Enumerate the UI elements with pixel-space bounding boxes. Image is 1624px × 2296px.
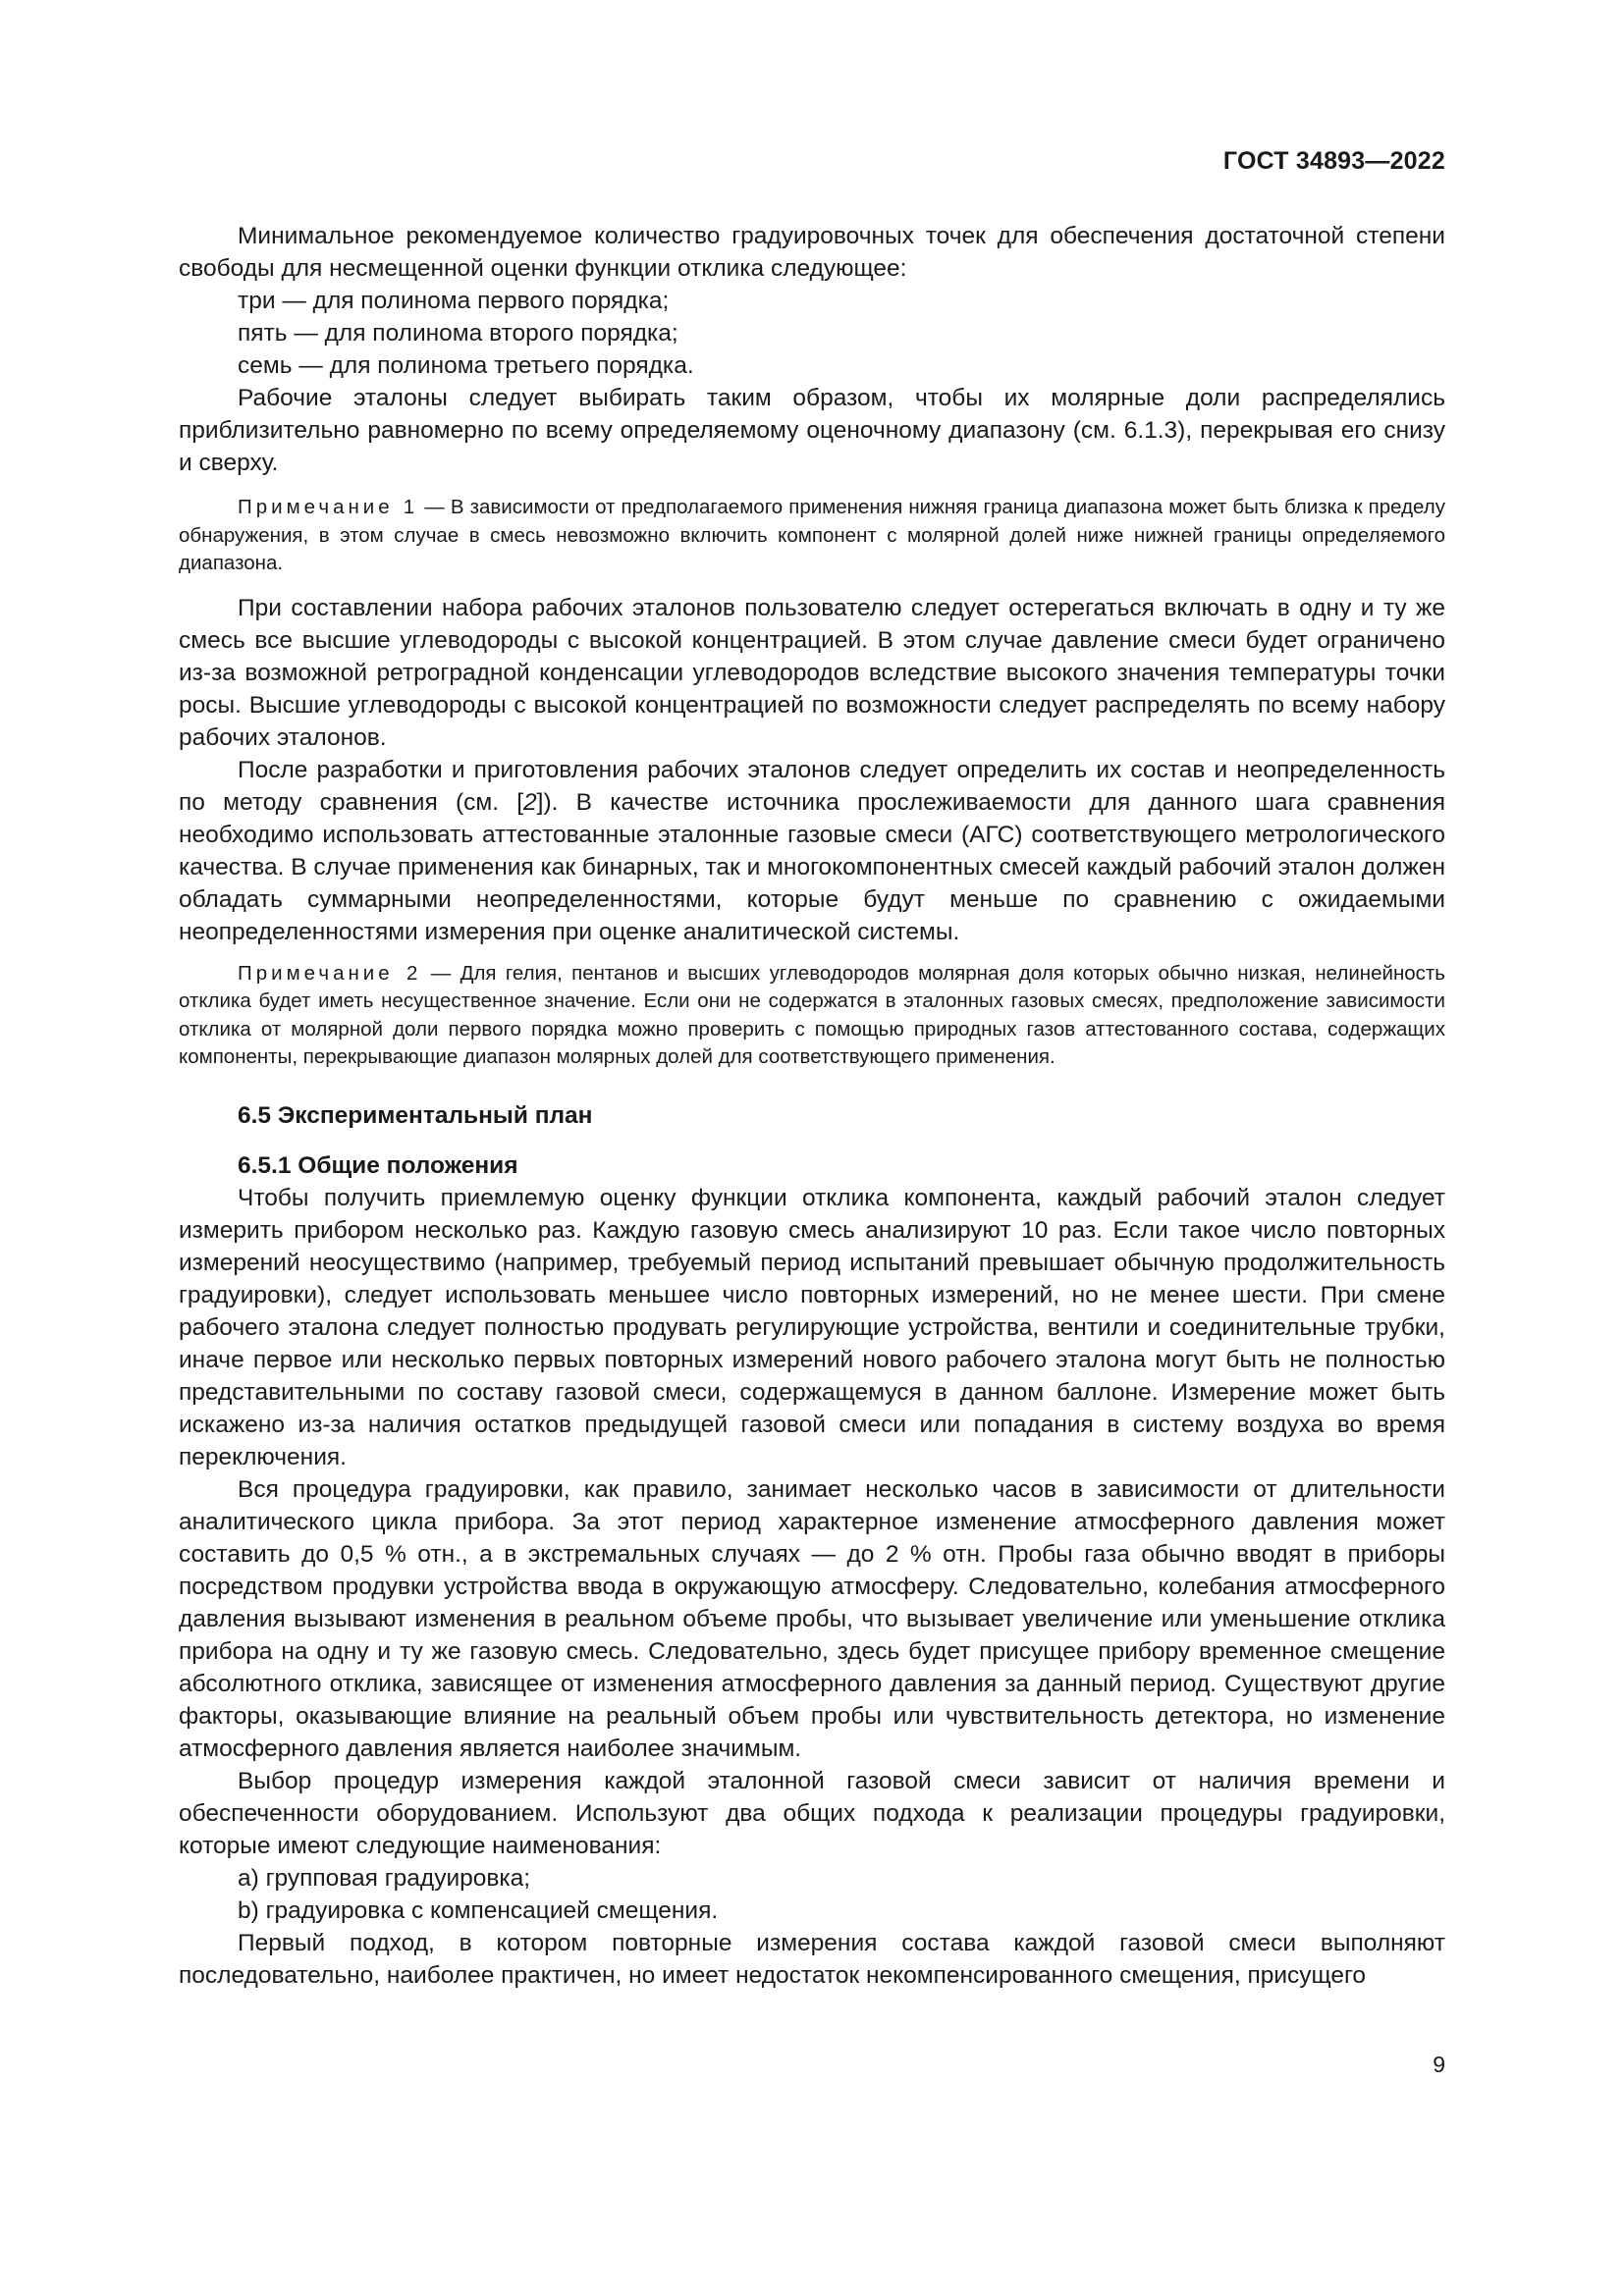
note-1-label: Примечание 1 xyxy=(238,496,419,518)
section-heading: 6.5 Экспериментальный план xyxy=(238,1101,593,1129)
note-2 xyxy=(179,960,1445,1072)
subsection-heading: 6.5.1 Общие положения xyxy=(238,1151,518,1179)
reference-link[interactable]: 2 xyxy=(523,788,537,816)
set-composition-paragraph: При составлении набора рабочих эталонов пользователю следует остерегаться включать в одну и ту же смесь все высшие углеводороды с высокой концентрацией. В этом случае давление смеси будет ограничено из-за возможной ретроградной конденсации углеводородов вследствие высокого значения температуры точки росы. Высшие углеводороды с высокой концентрацией по возможности следует распределять по всему набору рабочих эталонов. xyxy=(179,594,1445,751)
document-body xyxy=(179,220,1445,1992)
body-paragraph: Вся процедура градуировки, как правило, занимает несколько часов в зависимости от длительности аналитического цикла прибора. За этот период характерное изменение атмосферного давления может составить до 0,5 % отн., а в экстремальных случаях — до 2 % отн. Пробы газа обычно вводят в приборы посредством продувки устройства ввода в окружающую атмосферу. Следовательно, колебания атмосферного давления вызывают изменения в реальном объеме пробы, что вызывает увеличение или уменьшение отклика прибора на одну и ту же газовую смесь. Следовательно, здесь будет присущее прибору временное смещение абсолютного отклика, зависящее от изменения атмосферного давления за данный период. Существуют другие факторы, оказывающие влияние на реальный объем пробы или чувствительность детектора, но изменение атмосферного давления является наиболее значимым. xyxy=(179,1475,1445,1762)
uncertainty-paragraph: После разработки и приготовления рабочих эталонов следует определить их состав и неопределенность по методу сравнения (см. [2]). В качестве источника прослеживаемости для данного шага сравнения необходимо использовать аттестованные эталонные газовые смеси (АГС) соответствующего метрологического качества. В случае применения как бинарных, так и многокомпонентных смесей каждый рабочий эталон должен обладать суммарными неопределенностями, которые будут меньше по сравнению с ожидаемыми неопределенностями измерения при оценке аналитической системы. xyxy=(179,756,1445,945)
note-1 xyxy=(179,494,1445,578)
list-item: три — для полинома первого порядка; xyxy=(238,288,670,314)
list-item: b) градуировка с компенсацией смещения. xyxy=(238,1896,719,1924)
page-number: 9 xyxy=(1433,2052,1445,2077)
last-paragraph: Первый подход, в котором повторные измерения состава каждой газовой смеси выполняют последовательно, наиболее практичен, но имеет недостаток некомпенсированного смещения, присущего xyxy=(179,1929,1445,1989)
note-2-label: Примечание 2 xyxy=(238,961,422,985)
note-1-text: — В зависимости от предполагаемого применения нижняя граница диапазона может быть близка к пределу обнаружения, в этом случае в смесь невозможно включить компонент с молярной долей ниже нижней границы определяемого диапазона. xyxy=(179,496,1445,574)
note-2-text: — Для гелия, пентанов и высших углеводородов молярная доля которых обычно низкая, нелинейность отклика будет иметь несущественное значение. Если они не содержатся в эталонных газовых смесях, предположение зависимости отклика от молярной доли первого порядка можно проверить с помощью природных газов аттестованного состава, содержащих компоненты, перекрывающие диапазон молярных долей для соответствующего применения. xyxy=(179,961,1445,1068)
list-item: пять — для полинома второго порядка; xyxy=(238,320,678,347)
document-code-header: ГОСТ 34893—2022 xyxy=(1222,147,1445,175)
body-paragraph: Выбор процедур измерения каждой эталонной газовой смеси зависит от наличия времени и обеспеченности оборудованием. Используют два общих подхода к реализации процедуры градуировки, которые имеют следующие наименования: xyxy=(179,1767,1445,1859)
list-item: a) групповая градуировка; xyxy=(238,1864,531,1892)
body-paragraph: Чтобы получить приемлемую оценку функции отклика компонента, каждый рабочий эталон следует измерить прибором несколько раз. Каждую газовую смесь анализируют 10 раз. Если такое число повторных измерений неосуществимо (например, требуемый период испытаний превышает обычную продолжительность градуировки), следует использовать меньшее число повторных измерений, но не менее шести. При смене рабочего эталона следует полностью продувать регулирующие устройства, вентили и соединительные трубки, иначе первое или несколько первых повторных измерений нового рабочего эталона могут быть не полностью представительными по составу газовой смеси, содержащемуся в данном баллоне. Измерение может быть искажено из-за наличия остатков предыдущей газовой смеси или попадания в систему воздуха во время переключения. xyxy=(179,1184,1445,1470)
intro-lead-paragraph: Минимальное рекомендуемое количество градуировочных точек для обеспечения достаточной степени свободы для несмещенной оценки функции отклика следующее: xyxy=(179,223,1445,282)
list-item: семь — для полинома третьего порядка. xyxy=(238,352,694,379)
standards-paragraph: Рабочие эталоны следует выбирать таким образом, чтобы их молярные доли распределялись приблизительно равномерно по всему определяемому оценочному диапазону (см. 6.1.3), перекрывая его снизу и сверху. xyxy=(179,385,1445,476)
